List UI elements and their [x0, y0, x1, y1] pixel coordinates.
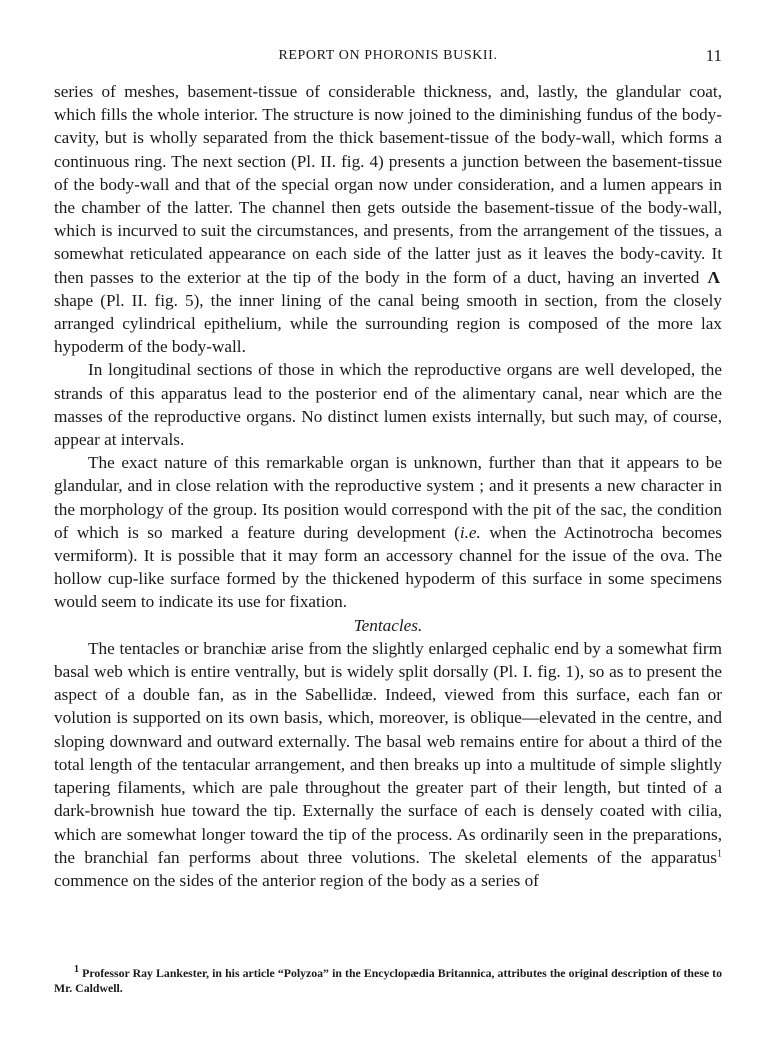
footnote — [54, 966, 722, 996]
paragraph-1-end: shape (Pl. II. fig. 5), the inner lining of the canal being smooth in section, from the closely arranged cylindrical epithelium, while the surrounding region is composed of the more lax hypoderm of the body-wall. — [54, 290, 722, 357]
paragraph-4 — [54, 637, 722, 892]
paragraph-3-italic: i.e. — [459, 522, 481, 542]
footnote-mark: 1 — [74, 964, 79, 976]
inverted-v-symbol: Λ — [707, 267, 720, 287]
paragraph-1-text: series of meshes, basement-tissue of considerable thickness, and, lastly, the glandular coat, which fills the whole interior. The structure is now joined to the diminishing fundus of the body-cavity, but is wholly separated from the thick basement-tissue of the body-wall, which forms a continuous ring. The next section (Pl. II. fig. 4) presents a junction between the basement-tissue of the body-wall and that of the special organ now under consideration, and a lumen appears in the chamber of the latter. The channel then gets outside the basement-tissue of the body-wall, which is incurved to suit the circumstances, and presents, from the arrangement of the tissues, a somewhat reticulated appearance on each side of the latter just as it leaves the body-cavity. It then passes to the exterior at the tip of the body in the form of a duct, having an inverted — [54, 82, 722, 287]
paragraph-3-end: when the Actinotrocha becomes vermiform). It is possible that it may form an accessory channel for the issue of the ova. The hollow cup-like surface formed by the thickened hypoderm of this surface in some specimens would seem to indicate its use for fixation. — [54, 522, 722, 612]
footnotes — [54, 966, 722, 996]
running-header — [54, 44, 722, 68]
body-text — [54, 80, 722, 892]
section-heading: Tentacles. — [353, 615, 423, 635]
footnote-reference: 1 — [717, 847, 722, 859]
paragraph-2: In longitudinal sections of those in which the reproductive organs are well developed, the strands of this apparatus lead to the posterior end of the alimentary canal, near which are the masses of the reproductive organs. No distinct lumen exists internally, but such may, of course, appear at intervals. — [54, 360, 722, 450]
paragraph-3-text: The exact nature of this remarkable organ is unknown, further than that it appears to be glandular, and in close relation with the reproductive system ; and it presents a new character in the morphology of the group. Its position would correspond with the pit of the sac, the condition of which is so marked a feature during development ( — [54, 453, 722, 542]
page-number: 11 — [705, 46, 722, 65]
paragraph-3 — [54, 451, 722, 613]
paragraph-4-end: commence on the sides of the anterior region of the body as a series of — [54, 870, 539, 890]
paragraph-4-text: The tentacles or branchiæ arise from the slightly enlarged cephalic end by a somewhat firm basal web which is entire ventrally, but is widely split dorsally (Pl. I. fig. 1), so as to present the aspect of a double fan, as in the Sabellidæ. Indeed, viewed from this surface, each fan or volution is supported on its own basis, which, moreover, is oblique—elevated in the centre, and sloping downward and outward externally. The basal web remains entire for about a third of the total length of the tentacular arrangement, and then breaks up into a multitude of simple slightly tapering filaments, which are pale throughout the greater part of their length, but tinted of a dark-brownish hue toward the tip. Externally the surface of each is densely coated with cilia, which are somewhat longer toward the tip of the process. As ordinarily seen in the preparations, the branchial fan performs about three volutions. The skeletal elements of the apparatus — [54, 638, 722, 867]
paragraph-1 — [54, 80, 722, 358]
page-header-title: REPORT ON PHORONIS BUSKII. — [278, 48, 498, 63]
footnote-text: Professor Ray Lankester, in his article “Polyzoa” in the Encyclopædia Britannica, attributes the original description of these to Mr. Caldwell. — [54, 966, 722, 995]
